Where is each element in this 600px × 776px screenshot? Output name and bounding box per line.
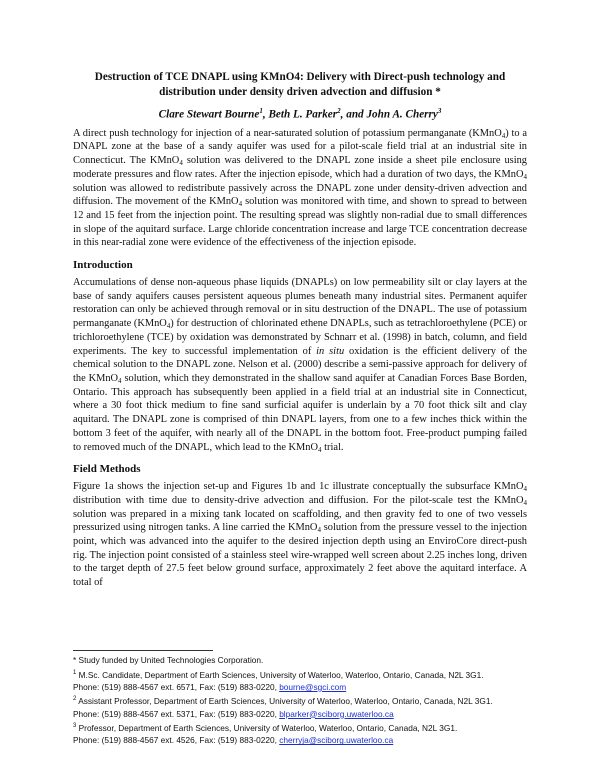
email-link-cherry[interactable]: cherryja@sciborg.uwaterloo.ca [279,735,394,746]
author-affiliation-mark: 3 [437,107,442,115]
author-name: Beth L. Parker [268,108,338,121]
italic-term: in situ [316,345,345,357]
email-link-parker[interactable]: blparker@sciborg.uwaterloo.ca [279,708,394,719]
title-line-2: distribution under density driven advection and diffusion * [159,86,441,98]
email-link-bourne[interactable]: bourne@sgci.com [279,681,347,692]
author-name: John A. Cherry [366,108,438,121]
footnote-1-contact: Phone: (519) 888-4567 ext. 6571, Fax: (519) 883-0220, bourne@sgci.com [73,681,347,692]
footnote-3-contact: Phone: (519) 888-4567 ext. 4526, Fax: (519) 883-0220, cherryja@sciborg.uwaterloo.ca [73,735,394,746]
footnotes [73,650,527,747]
footnote-funding: * Study funded by United Technologies Corporation. [73,655,264,665]
abstract-paragraph: A direct push technology for injection of a near-saturated solution of potassium permanganate (KMnO$_4$) to a DNAPL zone at the base of a sandy aquifer was used for a pilot-scale field trial at an industrial site in Connecticut. The KMnO$_4$ solution was delivered to the DNAPL zone inside a sheet pile enclosure using moderate pressures and flow rates. After the injection episode, which had a duration of two days, the KMnO$_4$ solution was allowed to redistribute passively across the DNAPL zone under density-driven advection and diffusion. The movement of the KMnO$_4$ solution was monitored with time, and shown to spread to between 12 and 15 feet from the injection point. The resulting spread was slightly non-radial due to small differences in slope of the aquitard surface. Large chloride concentration increase and large TCE concentration decrease in this near-radial zone were evidence of the effectiveness of the injection episode. [73,127,527,249]
footnote-2-contact: Phone: (519) 888-4567 ext. 5371, Fax: (519) 883-0220, blparker@sciborg.uwaterloo.ca [73,708,394,719]
author-list: Clare Stewart Bourne$^1$, Beth L. Parker$^2$, and John A. Cherry$^3$ [158,107,442,121]
title-line-1: Destruction of TCE DNAPL using KMnO4: Delivery with Direct-push technology and [94,71,506,83]
footnote-3: $^3$ Professor, Department of Earth Sciences, University of Waterloo, Waterloo, Ontario, Canada, N2L 3G1. [73,722,458,733]
field-methods-heading: Field Methods [73,463,141,476]
paper-title [73,70,527,100]
author-affiliation-mark: 1 [259,107,263,115]
footnote-divider [73,650,213,651]
field-methods-paragraph: Figure 1a shows the injection set-up and Figures 1b and 1c illustrate conceptually the subsurface KMnO$_4$ distribution with time due to density-drive advection and diffusion. For the pilot-scale test the KMnO$_4$ solution was prepared in a mixing tank located on scaffolding, and then gravity fed to one of two vessels pressurized using nitrogen tanks. A line carried the KMnO$_4$ solution from the pressure vessel to the injection point, which was advanced into the aquifer to the desired injection depth using an EnviroCore direct-push rig. The injection point consisted of a stainless steel wire-wrapped well screen about 2.25 inches long, driven to the target depth of 27.5 feet below ground surface, approximately 2 feet above the aquitard interface. A total of [73,481,527,589]
footnote-1: $^1$ M.Sc. Candidate, Department of Earth Sciences, University of Waterloo, Waterloo, Ontario, Canada, N2L 3G1. [73,669,484,680]
author-affiliation-mark: 2 [337,107,341,115]
footnote-2: $^2$ Assistant Professor, Department of Earth Sciences, University of Waterloo, Waterloo, Ontario, Canada, N2L 3G1. [73,696,493,707]
introduction-heading: Introduction [73,259,133,272]
author-name: Clare Stewart Bourne [158,108,260,121]
introduction-paragraph: Accumulations of dense non-aqueous phase liquids (DNAPLs) on low permeability silt or clay layers at the base of sandy aquifers causes persistent aqueous plumes beneath many industrial sites. Permanent aquifer restoration can only be achieved through removal or in situ destruction of the DNAPL. The use of potassium permanganate (KMnO$_4$) for destruction of chlorinated ethene DNAPLs, such as tetrachloroethylene (PCE) or trichloroethylene (TCE) by oxidation was demonstrated by Schnarr et al. (1998) in batch, column, and field experiments. The key to successful implementation of in situ oxidation is the efficient delivery of the chemical solution to the DNAPL zone. Nelson et al. (2000) describe a semi-passive approach for delivery of the KMnO$_4$ solution, which they demonstrated in the shallow sand aquifer at Canadian Forces Base Borden, Ontario. This approach has subsequently been applied in a field trial at an industrial site in Connecticut, where a 30 foot thick medium to fine sand surficial aquifer is underlain by a 70 foot thick silt and clay aquitard. The DNAPL zone is comprised of thin DNAPL layers, from one to a few inches thick within the bottom 3 feet of the aquifer, with nearly all of the DNAPL in the bottom foot. Free-product pumping failed to removed much of the DNAPL, which lead to the KMnO$_4$ trial. [73,277,527,454]
